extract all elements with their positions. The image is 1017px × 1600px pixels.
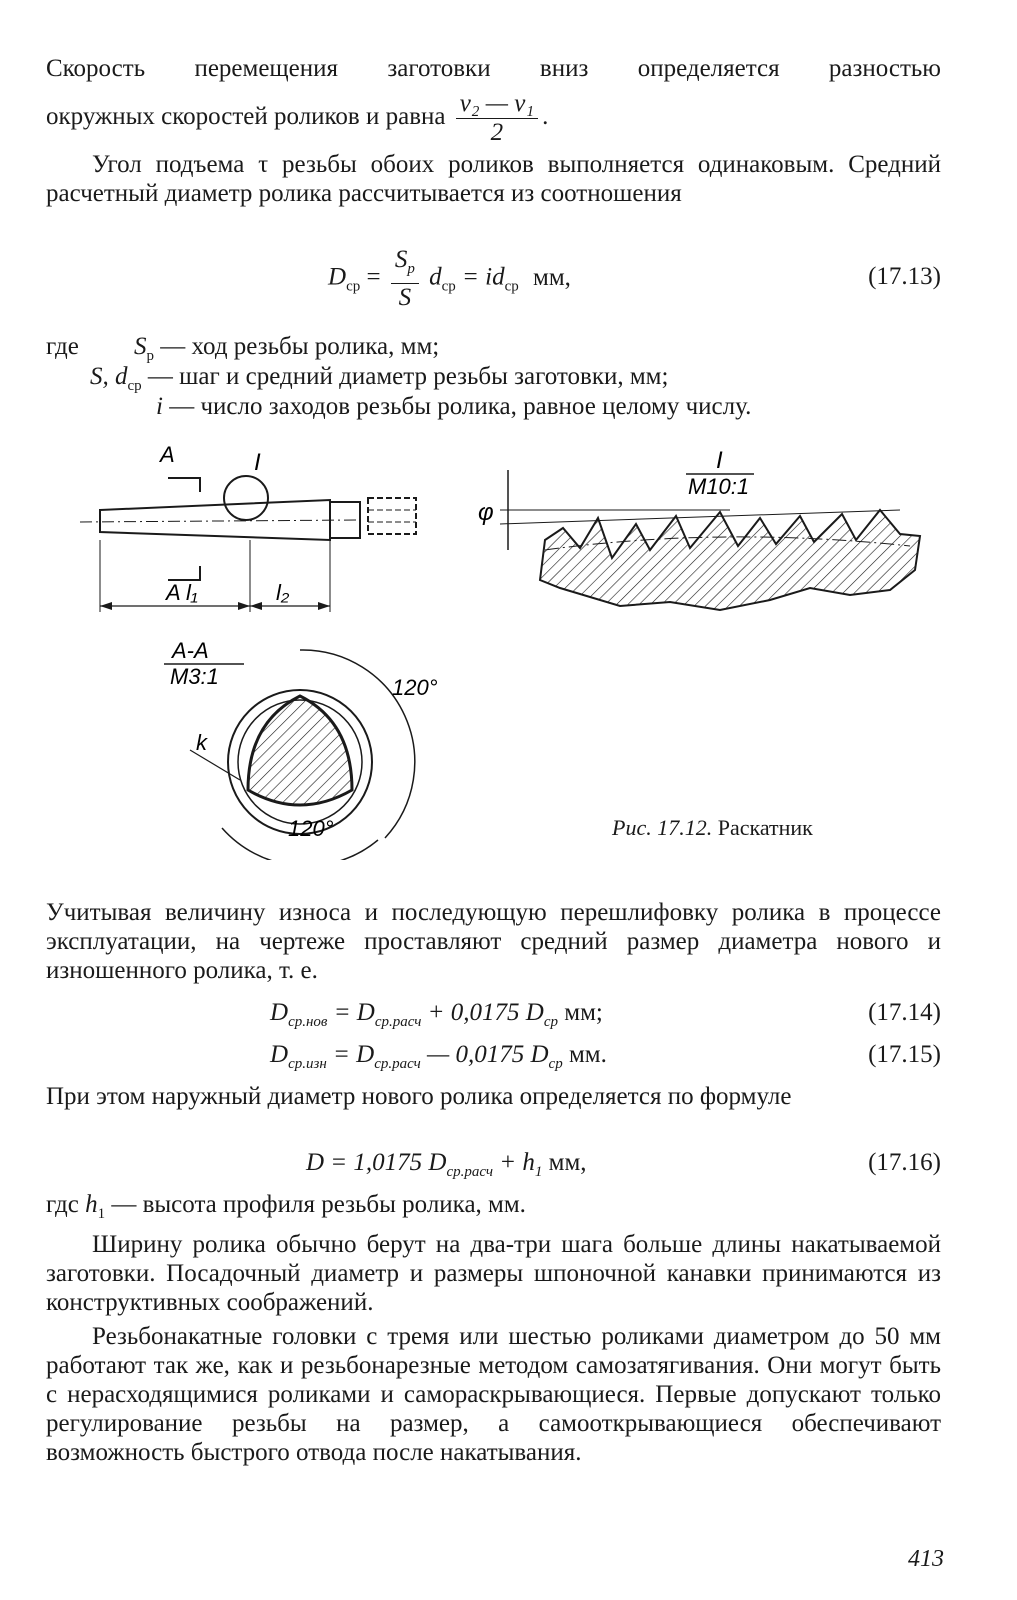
equation-number-17-14: (17.14) [868,999,941,1026]
section-mark-top [168,478,200,492]
eq1713-sp: S [394,246,408,273]
label-a-top: A [160,442,175,467]
eq1713-dcp: d [429,263,442,291]
section-title: A-A [172,638,209,663]
eq1714-c-sub: ср [543,1014,559,1030]
legend-row1-sub: р [146,348,154,364]
eq1714-b-sub: ср.расч [374,1014,422,1030]
detail-title: I [716,447,723,474]
velocity-fraction-num: v₂ — v₁ [456,90,538,119]
label-a-bottom: A [166,580,181,605]
eq1716-unit: мм, [542,1149,587,1176]
eq1716-b: + h [493,1149,535,1176]
figure-drawing [0,440,1017,860]
section-mark-bottom [168,566,200,580]
figure-caption [612,815,813,841]
eq1716-b-sub: 1 [534,1164,543,1180]
eq1716-a-sub: ср.расч [446,1164,494,1180]
intro-line-1: Скорость перемещения заготовки вниз определяется разностью [46,55,941,82]
legend-row3-text: — число заходов резьбы ролика, равное целому числу. [169,393,752,420]
equation-17-16 [306,1148,587,1187]
equation-17-14 [270,998,603,1037]
eq1713-frac-num [391,246,419,284]
eq1713-dcp-sub: ср [441,278,456,295]
detail-circle [224,476,268,520]
paragraph-thread-angle: Угол подъема τ резьбы обоих роликов выполняется одинаковым. Средний расчетный диаметр ролика рассчитывается из соотношения [46,151,941,207]
angle-label-2: 120° [288,816,334,841]
legend-row1-sym: S [134,333,147,360]
angle-label-1: 120° [392,675,438,700]
page-number: 413 [908,1546,944,1572]
h1-text: — высота профиля резьбы ролика, мм. [105,1191,526,1218]
h1-sub: 1 [97,1206,106,1222]
eq1713-frac-den: S [398,284,412,311]
eq1716-a: D = 1,0175 D [306,1149,447,1176]
legend-where: где [46,333,79,360]
axis-line [80,520,360,522]
equation-number-17-13: (17.13) [868,263,941,290]
eq1715-a-sub: ср.изн [288,1056,327,1072]
legend-row-3 [156,392,751,421]
velocity-fraction-den: 2 [490,119,504,146]
eq1713-unit: мм, [533,263,571,291]
eq1714-a: D [270,999,289,1026]
h1-definition [46,1190,526,1229]
eq1715-unit: мм. [562,1041,607,1068]
legend-row2-text: — шаг и средний диаметр резьбы заготовки, мм; [147,363,669,390]
detail-scale: M10:1 [688,474,750,499]
paragraph-outer-diameter: При этом наружный диаметр нового ролика определяется по формуле [46,1083,792,1110]
label-k: k [196,730,207,755]
roller-end [368,498,416,534]
eq1713-fraction [391,246,419,312]
equation-number-17-16: (17.16) [868,1149,941,1176]
eq1713-lhs: D [328,263,347,291]
label-l2: l₂ [276,580,290,605]
intro-line-2-end: . [542,103,549,131]
intro-line-2 [46,90,548,147]
eq1715-c: — 0,0175 D [420,1041,549,1068]
eq1715-b: = D [326,1041,375,1068]
h1-prefix: гдс [46,1191,79,1218]
equation-17-15 [270,1040,607,1079]
h1-sym: h [85,1191,98,1218]
eq1715-c-sub: ср [548,1056,563,1072]
thread-teeth [540,510,920,610]
label-l1: l₁ [186,580,198,605]
caption-text: Раскатник [717,815,813,840]
eq1713-lhs-sub: ср [346,278,361,295]
velocity-fraction [456,90,538,147]
paragraph-wear: Учитывая величину износа и последующую перешлифовку ролика в процессе эксплуатации, на чертеже проставляют средний размер диаметра нового и изношенного ролика, т. е. [46,899,941,984]
section-scale: M3:1 [170,664,219,689]
eq1714-a-sub: ср.нов [288,1014,328,1030]
roller-side-view [80,476,416,612]
legend-row2-sub: ср [127,378,142,394]
equation-number-17-15: (17.15) [868,1041,941,1068]
eq1714-unit: мм; [558,999,603,1026]
label-phi: φ [478,499,494,526]
label-detail-i: I [254,449,261,476]
eq1713-sp-sub: р [407,261,415,277]
eq1714-c: + 0,0175 D [421,999,544,1026]
figure-17-12 [0,440,1017,860]
eq1714-b: = D [327,999,375,1026]
eq1713-idcp: = id [462,263,505,291]
equation-17-13 [328,246,571,312]
intro-line-2-text: окружных скоростей роликов и равна [46,103,446,131]
eq1713-idcp-sub: ср [504,278,519,295]
legend-row2-sym: S, d [90,363,128,390]
paragraph-roller-width: Ширину ролика обычно берут на два-три шага больше длины накатываемой заготовки. Посадочный диаметр и размеры шпоночной канавки принимаются из конструктивных соображений. [46,1231,941,1316]
eq1713-equals: = [366,263,381,291]
eq1715-a: D [270,1041,289,1068]
legend-row3-sym: i [156,393,163,420]
caption-prefix: Рис. 17.12. [612,815,713,840]
eq1715-b-sub: ср.расч [374,1056,421,1072]
legend-row1-text: — ход резьбы ролика, мм; [160,333,440,360]
paragraph-rolling-heads: Резьбонакатные головки с тремя или шестью роликами диаметром до 50 мм работают так же, как и резьбонарезные методом самозатягивания. Они могут быть с нерасходящимися роликами и самораскрывающиеся. Первые допускают только регулирование резьбы на размер, а самооткрывающиеся обеспечивают возможность быстрого отвода после накатывания. [46,1323,941,1466]
